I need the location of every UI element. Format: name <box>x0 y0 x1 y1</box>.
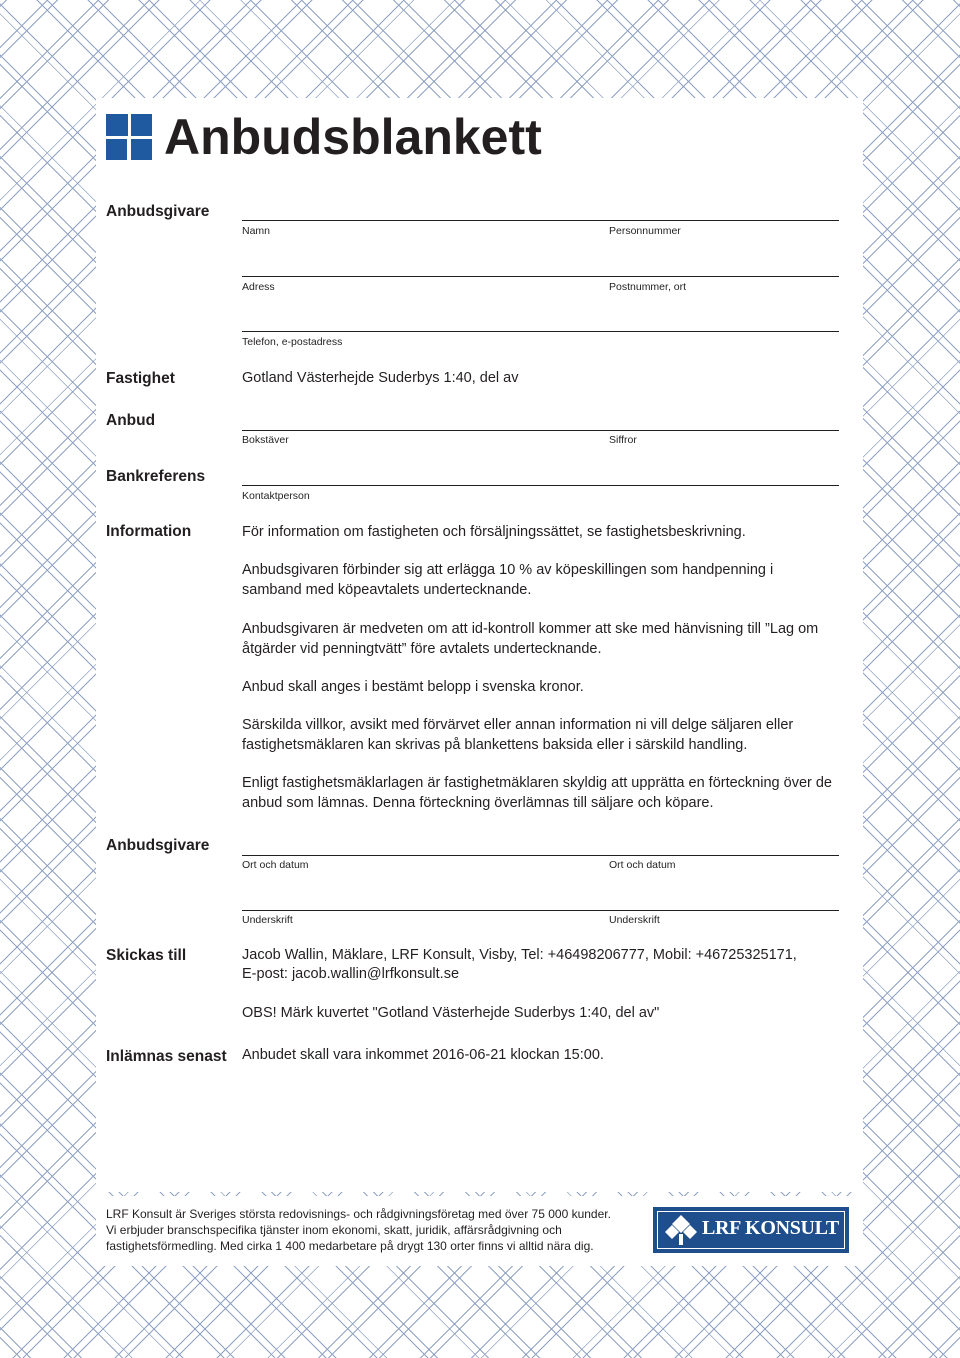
skickas-till-line-2: E-post: jacob.wallin@lrfkonsult.se <box>242 966 460 982</box>
section-label-fastighet: Fastighet <box>106 370 175 387</box>
telefon-caption: Telefon, e-postadress <box>242 336 343 348</box>
ort-datum-caption-1: Ort och datum <box>242 859 309 871</box>
section-label-inlamnas-senast: Inlämnas senast <box>106 1048 227 1065</box>
adress-line[interactable] <box>242 276 839 277</box>
footer-line-3: fastighetsförmedling. Med cirka 1 400 medarbetare på drygt 130 orter finns vi alltid nära dig. <box>106 1239 594 1253</box>
section-label-anbudsgivare-signatur: Anbudsgivare <box>106 837 210 854</box>
underskrift-caption-2: Underskrift <box>609 914 660 926</box>
info-paragraph-2: Anbudsgivaren förbinder sig att erlägga 10 % av köpeskillingen som handpenning i samband med köpeavtalets undertecknande. <box>242 562 774 598</box>
bokstaver-caption: Bokstäver <box>242 434 289 446</box>
name-line[interactable] <box>242 220 839 221</box>
info-paragraph-5: Särskilda villkor, avsikt med förvärvet eller annan information ni vill delge säljaren eller fastighetsmäklaren kan skrivas på blankettens baksida eller i särskild handling. <box>242 717 794 753</box>
postnummer-caption: Postnummer, ort <box>609 281 687 293</box>
footer-line-1: LRF Konsult är Sveriges största redovisnings- och rådgivningsföretag med över 75 000 kunder. <box>106 1207 611 1221</box>
brand-logo-square-lower-left <box>106 139 127 160</box>
kontaktperson-line[interactable] <box>242 485 839 486</box>
name-caption: Namn <box>242 225 271 237</box>
lrf-konsult-logo <box>653 1207 849 1253</box>
page-title: Anbudsblankett <box>164 109 542 165</box>
lrf-emblem-icon <box>664 1214 698 1246</box>
telefon-line[interactable] <box>242 331 839 332</box>
section-label-bankreferens: Bankreferens <box>106 468 206 485</box>
info-paragraph-3: Anbudsgivaren är medveten om att id-kontroll kommer att ske med hänvisning till ”Lag om åtgärder vid penningtvätt” före avtalets undertecknande. <box>242 621 819 657</box>
info-paragraph-6: Enligt fastighetsmäklarlagen är fastighetmäklaren skyldig att upprätta en förteckning över de anbud som lämnas. Denna förteckning överlämnas till säljare och köpare. <box>242 775 832 811</box>
info-paragraph-4: Anbud skall anges i bestämt belopp i svenska kronor. <box>242 679 584 695</box>
skickas-till-line-1: Jacob Wallin, Mäklare, LRF Konsult, Visby, Tel: +46498206777, Mobil: +46725325171, <box>242 947 797 963</box>
footer-line-2: Vi erbjuder branschspecifika tjänster inom ekonomi, skatt, juridik, affärsrådgivning och <box>106 1223 562 1237</box>
fastighet-value: Gotland Västerhejde Suderbys 1:40, del av <box>242 370 519 386</box>
section-label-anbudsgivare: Anbudsgivare <box>106 203 210 220</box>
kontaktperson-caption: Kontaktperson <box>242 490 310 502</box>
obs-note: OBS! Märk kuvertet "Gotland Västerhejde Suderbys 1:40, del av" <box>242 1005 660 1021</box>
adress-caption: Adress <box>242 281 275 293</box>
section-label-information: Information <box>106 523 192 540</box>
siffror-caption: Siffror <box>609 434 637 446</box>
personnummer-caption: Personnummer <box>609 225 681 237</box>
ort-datum-line[interactable] <box>242 855 839 856</box>
underskrift-caption-1: Underskrift <box>242 914 293 926</box>
lrf-logo-text: LRF KONSULT <box>702 1217 839 1239</box>
underskrift-line[interactable] <box>242 910 839 911</box>
info-paragraph-1: För information om fastigheten och försäljningssättet, se fastighetsbeskrivning. <box>242 524 746 540</box>
anbud-line[interactable] <box>242 430 839 431</box>
ort-datum-caption-2: Ort och datum <box>609 859 676 871</box>
section-label-skickas-till: Skickas till <box>106 947 187 964</box>
section-label-anbud: Anbud <box>106 412 156 429</box>
inlamnas-value: Anbudet skall vara inkommet 2016-06-21 klockan 15:00. <box>242 1047 604 1063</box>
